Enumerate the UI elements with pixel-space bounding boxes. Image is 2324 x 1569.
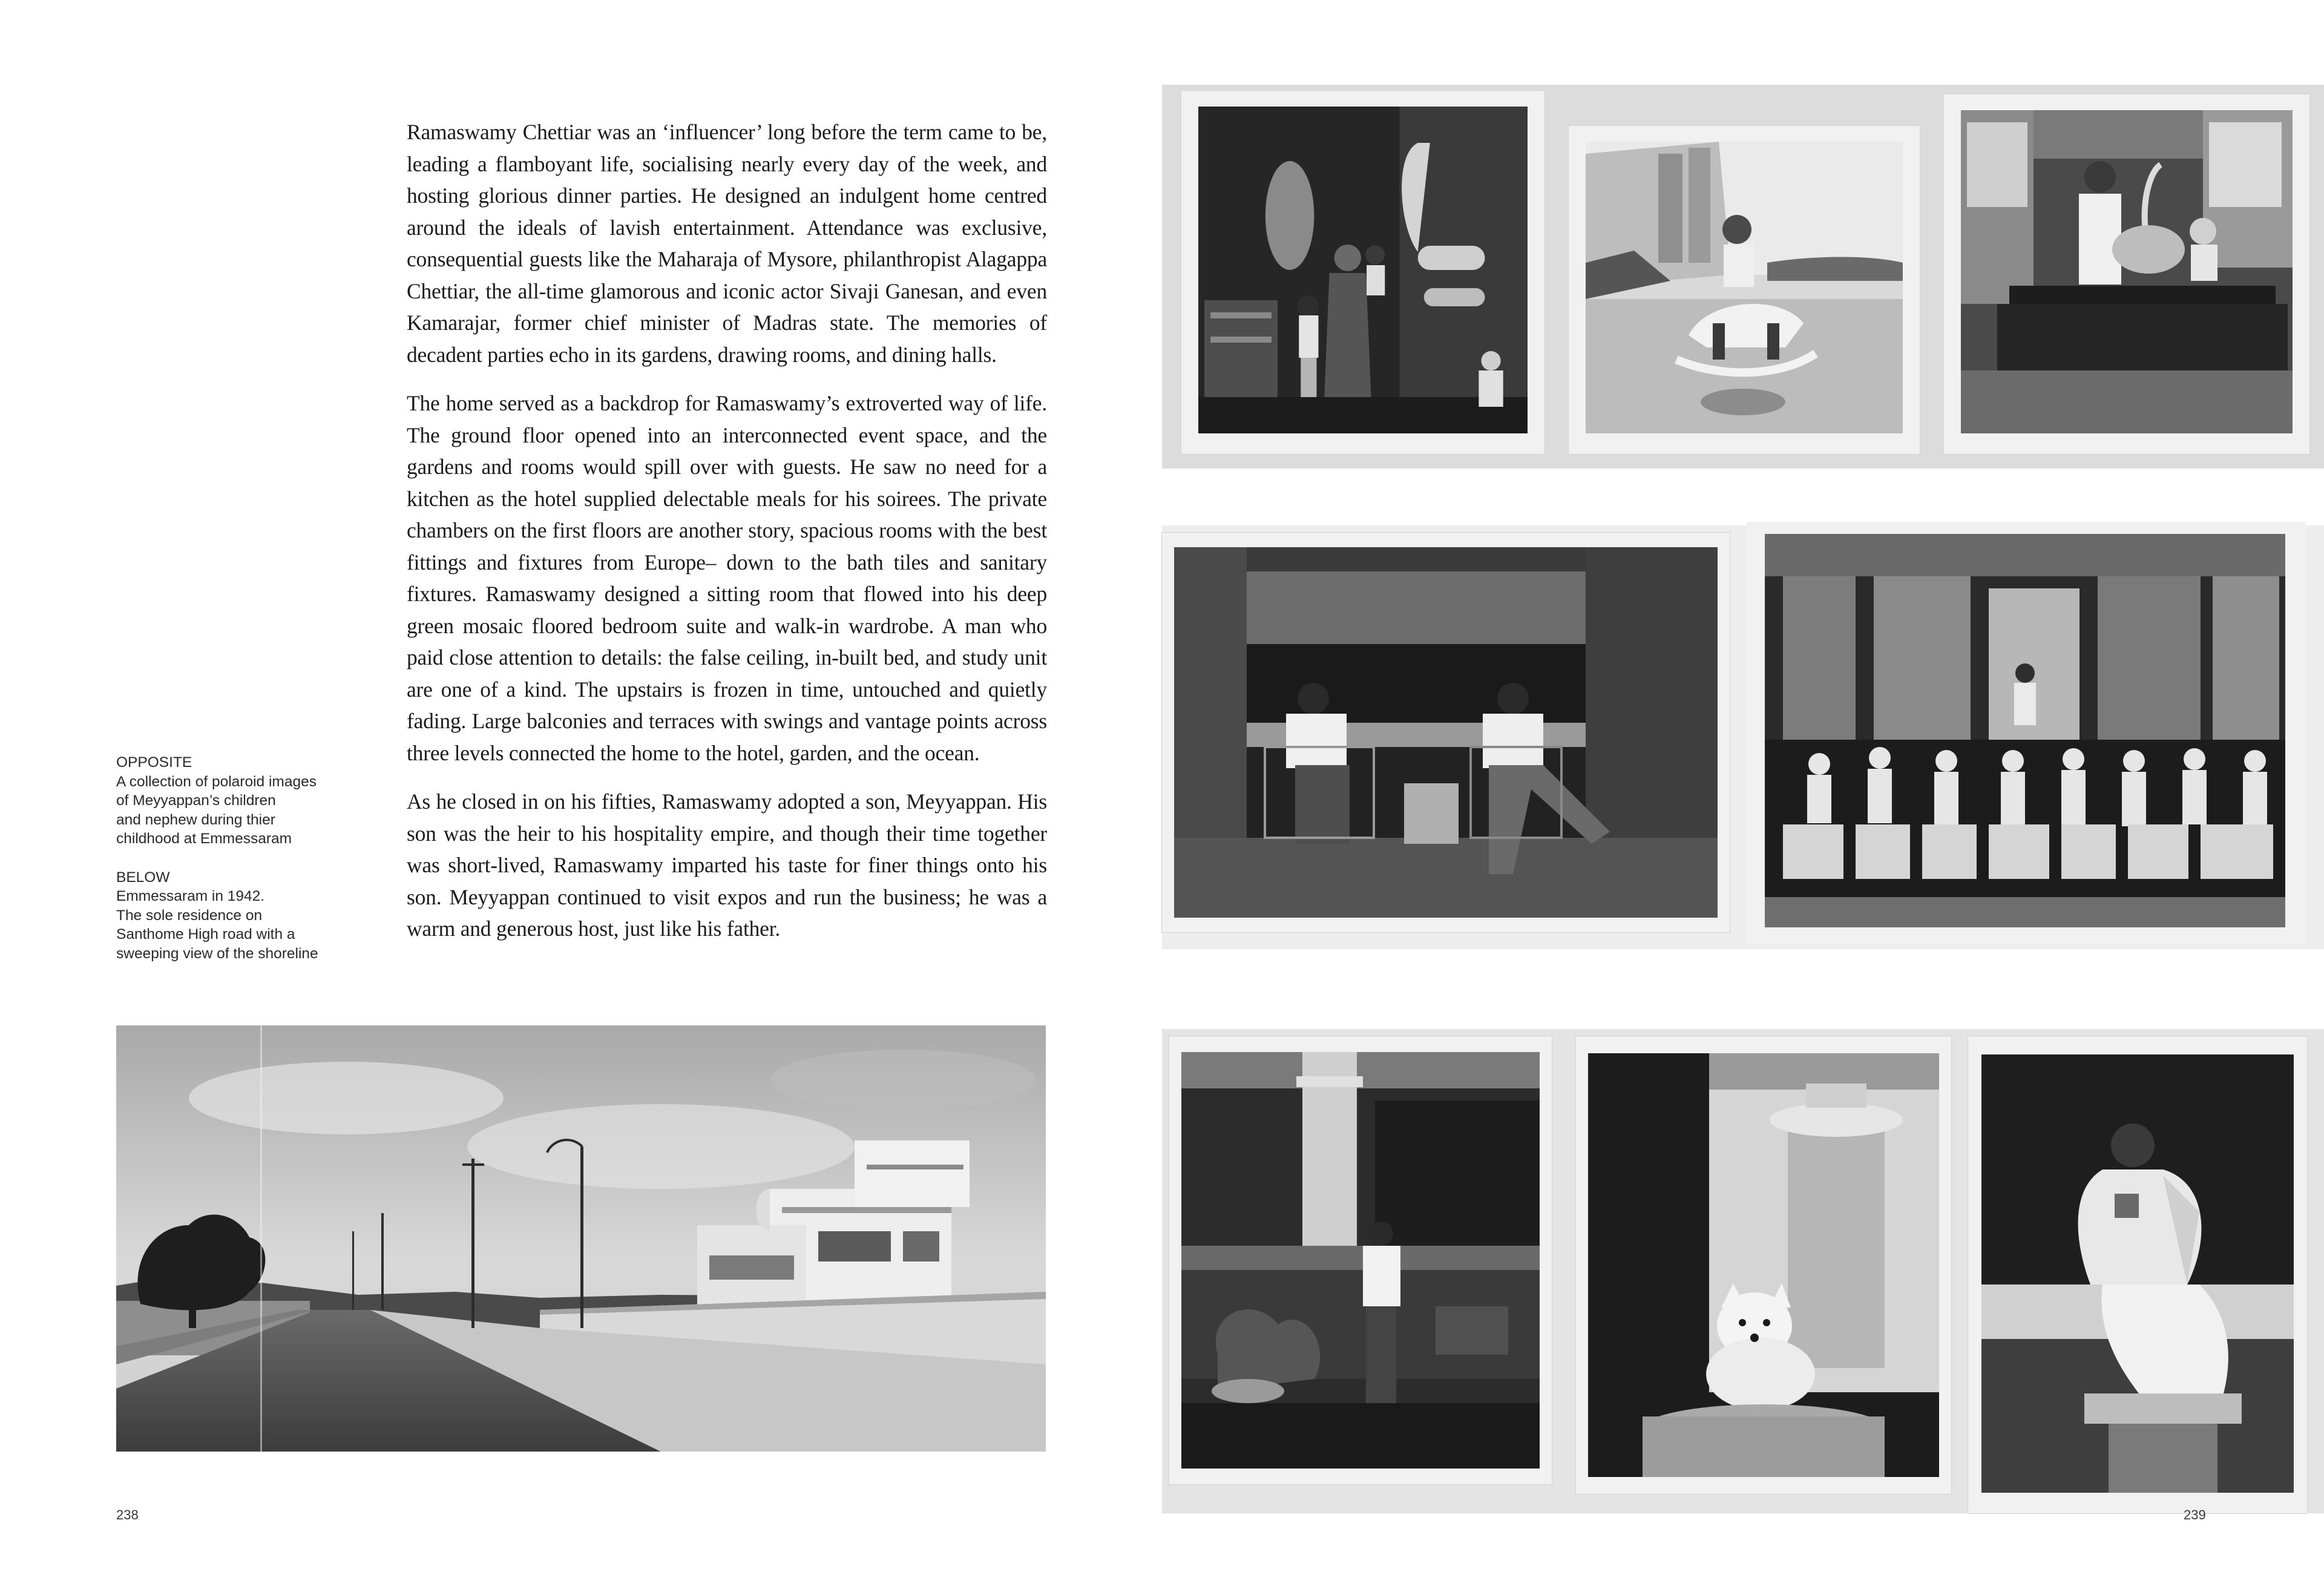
- photo-children-table: [1961, 110, 2293, 433]
- caption-line: childhood at Emmessaram: [116, 831, 292, 847]
- caption-heading: OPPOSITE: [116, 754, 192, 771]
- page-number-right: 239: [2184, 1507, 2206, 1522]
- caption-line: of Meyyappan’s children: [116, 792, 276, 809]
- polaroid-boy-garden: [1169, 1036, 1552, 1484]
- caption-line: and nephew during thier: [116, 811, 275, 828]
- body-paragraph: As he closed in on his fifties, Ramaswamy adopted a son, Meyyappan. His son was the heir to his hospitality empire, and though their time together was short-lived, Ramaswamy imparted his taste for finer things onto his son. Meyyappan continued to visit expos and run the business; he was a warm and generous host, just like his father.: [407, 789, 1047, 941]
- photo-woman-sari: [1981, 1054, 2294, 1493]
- polaroid-two-men-porch: [1162, 533, 1730, 932]
- photo-dog: [1588, 1053, 1939, 1477]
- polaroid-dog: [1576, 1036, 1951, 1494]
- body-paragraph: Ramaswamy Chettiar was an ‘influencer’ long before the term came to be, leading a flamboyant life, socialising nearly every day of the week, and hosting glorious dinner parties. He designed an indulgent home centred around the ideals of lavish entertainment. Attendance was exclusive, consequential guests like the Maharaja of Mysore, philanthropist Alagappa Chettiar, the all-time glamorous and iconic actor Sivaji Ganesan, and even Kamarajar, former chief minister of Madras state. The memories of decadent parties echo in its gardens, drawing rooms, and dining halls.: [407, 120, 1047, 367]
- caption-line: Emmessaram in 1942.: [116, 888, 265, 904]
- polaroid-children-family: [1181, 91, 1544, 454]
- page-number-left: 238: [116, 1507, 139, 1522]
- caption-heading: BELOW: [116, 869, 170, 886]
- caption-line: The sole residence on: [116, 907, 263, 924]
- photo-boy-garden: [1181, 1052, 1540, 1469]
- photo-group-gathering: [1747, 522, 2306, 944]
- caption-line: sweeping view of the shoreline: [116, 945, 318, 962]
- photo-two-men-porch: [1174, 547, 1718, 918]
- polaroid-woman-sari: [1968, 1036, 2307, 1513]
- emmessaram-1942-photo: [116, 1025, 1046, 1452]
- photo-captions: [116, 753, 358, 982]
- caption-opposite: [116, 753, 358, 849]
- photo-rocking-horse: [1586, 142, 1903, 433]
- caption-line: A collection of polaroid images: [116, 773, 317, 790]
- body-paragraph: The home served as a backdrop for Ramaswamy’s extroverted way of life. The ground floor opened into an interconnected event space, and the gardens and rooms would spill over with guests. He saw no need for a kitchen as the hotel supplied delectable meals for his soirees. The private chambers on the first floors are another story, spacious rooms with the best fittings and fixtures from Europe– down to the bath tiles and sanitary fixtures. Ramaswamy designed a sitting room that flowed into his deep green mosaic floored bedroom suite and walk-in wardrobe. A man who paid close attention to details: the false ceiling, in-built bed, and study unit are one of a kind. The upstairs is frozen in time, untouched and quietly fading. Large balconies and terraces with swings and vantage points across three levels connected the home to the hotel, garden, and the ocean.: [407, 391, 1047, 765]
- caption-below: [116, 868, 358, 964]
- caption-line: Santhome High road with a: [116, 926, 295, 942]
- body-text: [407, 116, 1047, 962]
- polaroid-rocking-horse: [1569, 126, 1920, 454]
- photo-children-family: [1198, 107, 1528, 433]
- polaroid-children-table: [1944, 94, 2309, 454]
